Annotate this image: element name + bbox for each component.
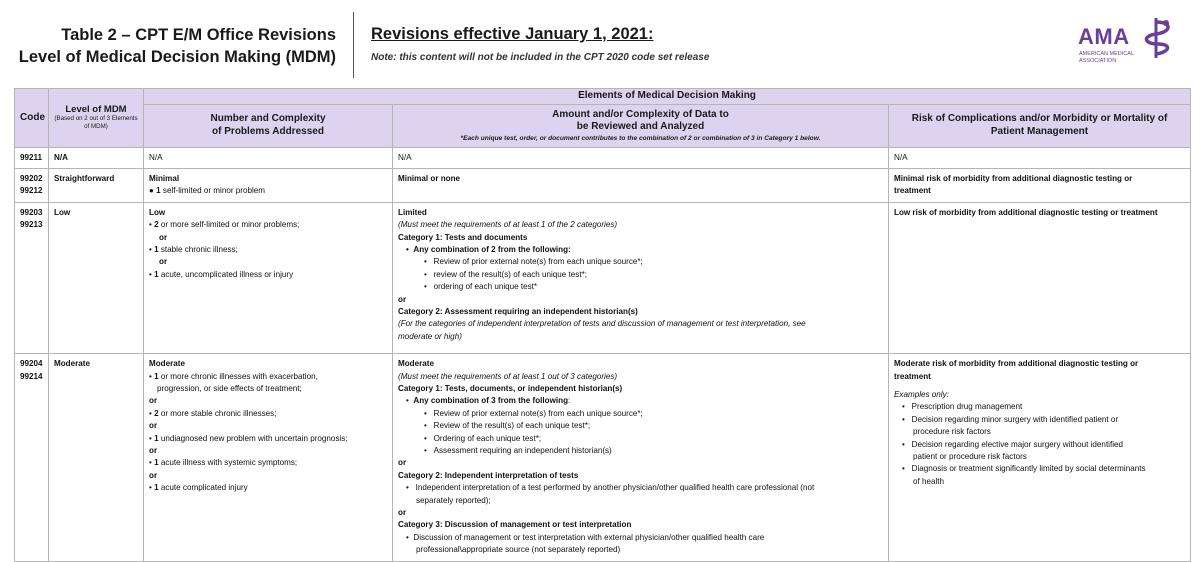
item-text: Review of prior external note(s) from each unique source*; <box>433 257 643 267</box>
or-label: or <box>159 257 168 267</box>
data-cell: Minimal or none <box>393 168 889 202</box>
list-item: • 1 acute illness with systemic symptoms; <box>149 458 298 468</box>
list-item: • ordering of each unique test* <box>424 282 538 292</box>
item-continuation: patient or procedure risk factors <box>913 452 1027 462</box>
problems-cell: N/A <box>144 147 393 168</box>
item-text: acute illness with systemic symptoms; <box>158 458 298 468</box>
or-label: or <box>149 446 158 456</box>
risk-line-1: Moderate risk of morbidity from additional diagnostic testing or <box>894 359 1139 369</box>
list-item: • Assessment requiring an independent historian(s) <box>424 446 612 456</box>
list-item: ● 1 self-limited or minor problem <box>149 186 266 196</box>
risk-cell <box>889 168 1191 202</box>
header-level-label: Level of MDM <box>65 104 127 116</box>
item-text: ordering of each unique test* <box>433 282 538 292</box>
list-item: • 1 or more chronic illnesses with exacerbation, <box>149 371 318 381</box>
code-1: 99202 <box>20 173 43 183</box>
risk-cell: Low risk of morbidity from additional diagnostic testing or treatment <box>889 202 1191 353</box>
count: 1 <box>154 458 159 468</box>
list-item: • Diagnosis or treatment significantly limited by social determinants <box>902 464 1146 474</box>
list-item: • Review of prior external note(s) from each unique source*; <box>424 408 643 418</box>
list-item: • review of the result(s) of each unique test*; <box>424 269 588 279</box>
count: 2 <box>154 220 159 230</box>
item-continuation: professional\appropriate source (not separately reported) <box>416 545 621 555</box>
list-item: • Discussion of management or test interpretation with external physician/other qualified health care <box>406 532 765 542</box>
or-label: or <box>398 508 407 518</box>
data-heading: Moderate <box>398 359 434 369</box>
title-line-2: Level of Medical Decision Making (MDM) <box>18 48 336 66</box>
header-divider <box>353 12 354 78</box>
item-text: Review of prior external note(s) from each unique source*; <box>433 408 643 418</box>
header-code: Code <box>15 89 49 148</box>
item-text: acute complicated injury <box>158 483 248 493</box>
header-elements: Elements of Medical Decision Making <box>144 89 1191 105</box>
list-item: • Decision regarding minor surgery with identified patient or <box>902 414 1119 424</box>
risk-line-2: treatment <box>894 371 931 381</box>
list-item: • Any combination of 3 from the following: <box>406 396 571 406</box>
table-row <box>15 147 1191 168</box>
category-2: Category 2: Assessment requiring an independent historian(s) <box>398 306 638 316</box>
category-1: Category 1: Tests, documents, or independent historian(s) <box>398 384 623 393</box>
code-2: 99212 <box>20 186 43 196</box>
risk-line-1: Minimal risk of morbidity from additional diagnostic testing or <box>894 173 1133 183</box>
item-text: Independent interpretation of a test performed by another physician/other qualified health care professional (not <box>415 483 815 493</box>
risk-cell <box>889 354 1191 562</box>
colon: : <box>568 396 571 406</box>
category-1: Category 1: Tests and documents <box>398 232 528 242</box>
category-2: Category 2: Independent interpretation of tests <box>398 470 579 480</box>
or-label: or <box>159 232 168 242</box>
list-item: • Review of prior external note(s) from each unique source*; <box>424 257 643 267</box>
count: 1 <box>154 483 159 493</box>
item-text: acute, uncomplicated illness or injury <box>158 269 294 279</box>
list-item: • 1 acute complicated injury <box>149 483 248 493</box>
header-level-sub: (Based on 2 out of 3 Elements of MDM) <box>54 115 138 131</box>
item-text: Assessment requiring an independent historian(s) <box>433 446 612 456</box>
mdm-table <box>14 88 1191 562</box>
level-cell: N/A <box>49 147 144 168</box>
or-label: or <box>149 421 158 431</box>
item-continuation: procedure risk factors <box>913 427 991 437</box>
code-cell <box>15 202 49 353</box>
list-item: • 2 or more self-limited or minor problems; <box>149 220 300 230</box>
or-label: or <box>149 470 158 480</box>
item-text: undiagnosed new problem with uncertain prognosis; <box>158 433 348 443</box>
level-cell: Low <box>49 202 144 353</box>
header-risk-line-2: Patient Management <box>990 125 1089 137</box>
problems-heading: Low <box>149 207 166 217</box>
count: 1 <box>154 433 159 443</box>
item-text: Review of the result(s) of each unique test*; <box>433 421 591 431</box>
level-cell: Straightforward <box>49 168 144 202</box>
data-cell: N/A <box>393 147 889 168</box>
level-cell: Moderate <box>49 354 144 562</box>
table-row <box>15 354 1191 562</box>
risk-line-2: treatment <box>894 186 931 196</box>
list-item: • 1 stable chronic illness; <box>149 244 238 254</box>
list-item: • 2 or more stable chronic illnesses; <box>149 408 277 418</box>
data-cell <box>393 354 889 562</box>
list-item: • Independent interpretation of a test performed by another physician/other qualified health care professional (not <box>406 483 815 493</box>
title-line-1: Table 2 – CPT E/M Office Revisions <box>61 26 336 44</box>
data-heading: Limited <box>398 207 427 217</box>
item-continuation: separately reported); <box>416 495 491 505</box>
header-problems-line-2: of Problems Addressed <box>212 125 324 137</box>
count: 1 <box>156 186 161 196</box>
item-text: Diagnosis or treatment significantly limited by social determinants <box>911 464 1146 474</box>
header-problems <box>144 104 393 147</box>
ama-logo <box>1074 16 1184 68</box>
list-item: • Ordering of each unique test*; <box>424 433 542 443</box>
or-label: or <box>398 458 407 468</box>
problems-cell <box>144 168 393 202</box>
count: 1 <box>154 244 159 254</box>
header-level <box>49 89 144 148</box>
header-data-line-2: be Reviewed and Analyzed <box>576 121 705 132</box>
item-text: or more self-limited or minor problems; <box>158 220 300 230</box>
header-data-note: *Each unique test, order, or document contributes to the combination of 2 or combination of 3 in Category 1 below. <box>460 134 821 142</box>
list-item: • Any combination of 2 from the following: <box>406 244 571 254</box>
risk-cell: N/A <box>889 147 1191 168</box>
count: 2 <box>154 408 159 418</box>
list-item: • Prescription drug management <box>902 402 1023 412</box>
header-data <box>393 104 889 147</box>
header-risk-line-1: Risk of Complications and/or Morbidity or Mortality of <box>911 113 1168 124</box>
logo-text: AMA <box>1078 24 1130 49</box>
item-text: Discussion of management or test interpretation with external physician/other qualified health care <box>413 532 765 542</box>
code-1: 99203 <box>20 207 43 217</box>
item-text: Decision regarding minor surgery with identified patient or <box>911 414 1119 424</box>
problems-cell <box>144 202 393 353</box>
item-text: or more chronic illnesses with exacerbation, <box>158 371 318 381</box>
list-item: • Decision regarding elective major surgery without identified <box>902 439 1124 449</box>
header-risk <box>889 104 1191 147</box>
code-1: 99204 <box>20 359 43 369</box>
category-note-line-2: moderate or high) <box>398 331 462 341</box>
list-item: • 1 acute, uncomplicated illness or injury <box>149 269 294 279</box>
table-row <box>15 202 1191 353</box>
data-requirement: (Must meet the requirements of at least 1 out of 3 categories) <box>398 371 618 381</box>
logo-subtitle <box>1079 51 1134 64</box>
item-text: Decision regarding elective major surgery without identified <box>911 439 1124 449</box>
page-title <box>18 24 336 68</box>
item-text: or more stable chronic illnesses; <box>158 408 277 418</box>
code-2: 99214 <box>20 371 43 381</box>
page-header <box>0 0 1204 88</box>
item-text: Prescription drug management <box>911 402 1023 412</box>
or-label: or <box>149 396 158 406</box>
revisions-note: Note: this content will not be included in the CPT 2020 code set release <box>371 52 710 63</box>
list-item: • Review of the result(s) of each unique test*; <box>424 421 591 431</box>
table-row <box>15 168 1191 202</box>
code-2: 99213 <box>20 220 43 230</box>
category-note-line-1: (For the categories of independent interpretation of tests and discussion of management or test interpretation, see <box>398 319 806 329</box>
item-text: Ordering of each unique test*; <box>433 433 542 443</box>
logo-sub-line-1: AMERICAN MEDICAL <box>1079 51 1135 57</box>
count: 1 <box>154 269 159 279</box>
count: 1 <box>154 371 159 381</box>
item-text: self-limited or minor problem <box>160 186 266 196</box>
header-problems-line-1: Number and Complexity <box>210 113 326 124</box>
examples-label: Examples only: <box>894 390 949 399</box>
item-continuation: progression, or side effects of treatment; <box>157 384 302 393</box>
code-cell: 99211 <box>15 147 49 168</box>
code-cell <box>15 354 49 562</box>
item-text: review of the result(s) of each unique test*; <box>433 269 588 279</box>
header-data-line-1: Amount and/or Complexity of Data to <box>552 108 729 120</box>
data-requirement: (Must meet the requirements of at least 1 of the 2 categories) <box>398 220 618 230</box>
item-text: stable chronic illness; <box>158 244 238 254</box>
problems-heading: Minimal <box>149 173 180 183</box>
caduceus-icon <box>1142 16 1180 60</box>
problems-heading: Moderate <box>149 359 185 369</box>
or-label: or <box>398 294 407 304</box>
category-3: Category 3: Discussion of management or test interpretation <box>398 520 632 530</box>
logo-sub-line-2: ASSOCIATION <box>1079 57 1117 64</box>
item-text: Any combination of 3 from the following <box>413 396 569 406</box>
item-continuation: of health <box>913 476 945 486</box>
data-cell <box>393 202 889 353</box>
code-cell <box>15 168 49 202</box>
revisions-title: Revisions effective January 1, 2021: <box>371 25 654 43</box>
list-item: • 1 undiagnosed new problem with uncertain prognosis; <box>149 433 348 443</box>
item-text: Any combination of 2 from the following: <box>413 244 571 254</box>
problems-cell <box>144 354 393 562</box>
